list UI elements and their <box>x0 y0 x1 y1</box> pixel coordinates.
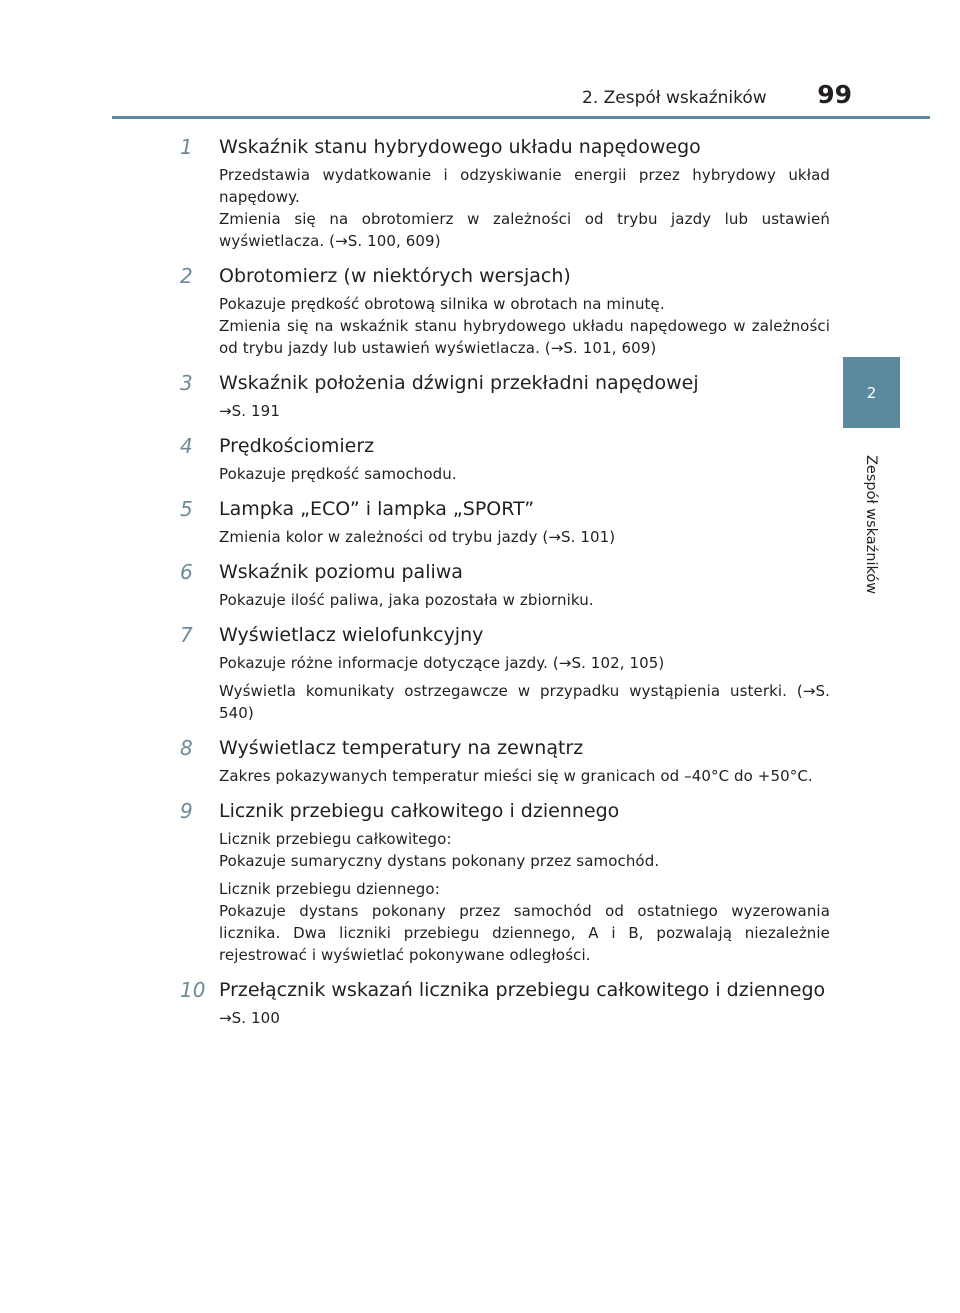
item-description <box>219 1007 830 1029</box>
chapter-number: 2 <box>866 383 877 402</box>
list-item <box>180 369 830 422</box>
list-item <box>180 133 830 252</box>
item-title: Wskaźnik stanu hybrydowego układu napędowego <box>219 136 701 158</box>
item-description <box>219 164 830 252</box>
item-title: Wyświetlacz wielofunkcyjny <box>219 624 484 646</box>
item-list <box>180 133 830 1039</box>
item-title: Obrotomierz (w niektórych wersjach) <box>219 265 571 287</box>
item-title: Wyświetlacz temperatury na zewnątrz <box>219 737 584 759</box>
item-title: Przełącznik wskazań licznika przebiegu całkowitego i dziennego <box>219 979 826 1001</box>
item-heading <box>180 621 830 649</box>
item-heading <box>180 558 830 586</box>
item-number: 6 <box>180 560 193 584</box>
chapter-tab <box>843 357 900 428</box>
list-item <box>180 976 830 1029</box>
item-paragraph: Zakres pokazywanych temperatur mieści się w granicach od –40°C do +50°C. <box>219 767 813 785</box>
page-number: 99 <box>817 80 852 109</box>
item-number: 9 <box>180 799 193 823</box>
item-paragraph: →S. 191 <box>219 402 280 420</box>
item-paragraph: →S. 100 <box>219 1009 280 1027</box>
item-description <box>219 463 830 485</box>
item-title: Prędkościomierz <box>219 435 375 457</box>
item-paragraph: Wyświetla komunikaty ostrzegawcze w przypadku wystąpienia usterki. (→S. 540) <box>219 682 830 722</box>
list-item <box>180 495 830 548</box>
item-heading <box>180 734 830 762</box>
item-description <box>219 400 830 422</box>
item-description <box>219 828 830 966</box>
item-title: Wskaźnik poziomu paliwa <box>219 561 463 583</box>
item-number: 10 <box>180 978 206 1002</box>
list-item <box>180 734 830 787</box>
item-number: 2 <box>180 264 193 288</box>
item-description <box>219 293 830 359</box>
item-description <box>219 765 830 787</box>
item-number: 4 <box>180 434 193 458</box>
list-item <box>180 621 830 724</box>
item-paragraph: Licznik przebiegu całkowitego: Pokazuje sumaryczny dystans pokonany przez samochód. <box>219 830 660 870</box>
item-title: Lampka „ECO” i lampka „SPORT” <box>219 498 535 520</box>
item-number: 5 <box>180 497 193 521</box>
item-description <box>219 526 830 548</box>
item-number: 8 <box>180 736 193 760</box>
item-number: 3 <box>180 371 193 395</box>
item-paragraph: Pokazuje ilość paliwa, jaka pozostała w zbiorniku. <box>219 591 594 609</box>
item-heading <box>180 495 830 523</box>
item-heading <box>180 133 830 161</box>
item-title: Wskaźnik położenia dźwigni przekładni napędowej <box>219 372 699 394</box>
item-number: 1 <box>180 135 193 159</box>
item-heading <box>180 976 830 1004</box>
section-title: 2. Zespół wskaźników <box>582 88 767 108</box>
item-heading <box>180 262 830 290</box>
list-item <box>180 432 830 485</box>
chapter-label-wrap <box>848 437 894 612</box>
item-number: 7 <box>180 623 193 647</box>
item-paragraph: Pokazuje różne informacje dotyczące jazdy. (→S. 102, 105) <box>219 654 665 672</box>
item-description <box>219 589 830 611</box>
list-item <box>180 262 830 359</box>
item-heading <box>180 369 830 397</box>
item-paragraph: Zmienia kolor w zależności od trybu jazdy (→S. 101) <box>219 528 616 546</box>
item-paragraph: Pokazuje prędkość obrotową silnika w obrotach na minutę. Zmienia się na wskaźnik stanu hybrydowego układu napędowego w zależności od trybu jazdy lub ustawień wyświetlacza. (→S. 101, 609) <box>219 295 830 357</box>
chapter-label: Zespół wskaźników <box>863 454 879 595</box>
item-heading <box>180 797 830 825</box>
list-item <box>180 797 830 966</box>
item-paragraph: Przedstawia wydatkowanie i odzyskiwanie energii przez hybrydowy układ napędowy. Zmienia się na obrotomierz w zależności od trybu jazdy lub ustawień wyświetlacza. (→S. 100, 609) <box>219 166 830 250</box>
item-paragraph: Pokazuje prędkość samochodu. <box>219 465 457 483</box>
item-title: Licznik przebiegu całkowitego i dziennego <box>219 800 620 822</box>
item-heading <box>180 432 830 460</box>
item-description <box>219 652 830 724</box>
list-item <box>180 558 830 611</box>
item-paragraph: Licznik przebiegu dziennego: Pokazuje dystans pokonany przez samochód od ostatniego wyzerowania licznika. Dwa liczniki przebiegu dziennego, A i B, pozwalają niezależnie rejestrować i wyświetlać pokonywane odległości. <box>219 880 830 964</box>
page-header <box>582 80 852 110</box>
header-rule <box>112 116 930 119</box>
